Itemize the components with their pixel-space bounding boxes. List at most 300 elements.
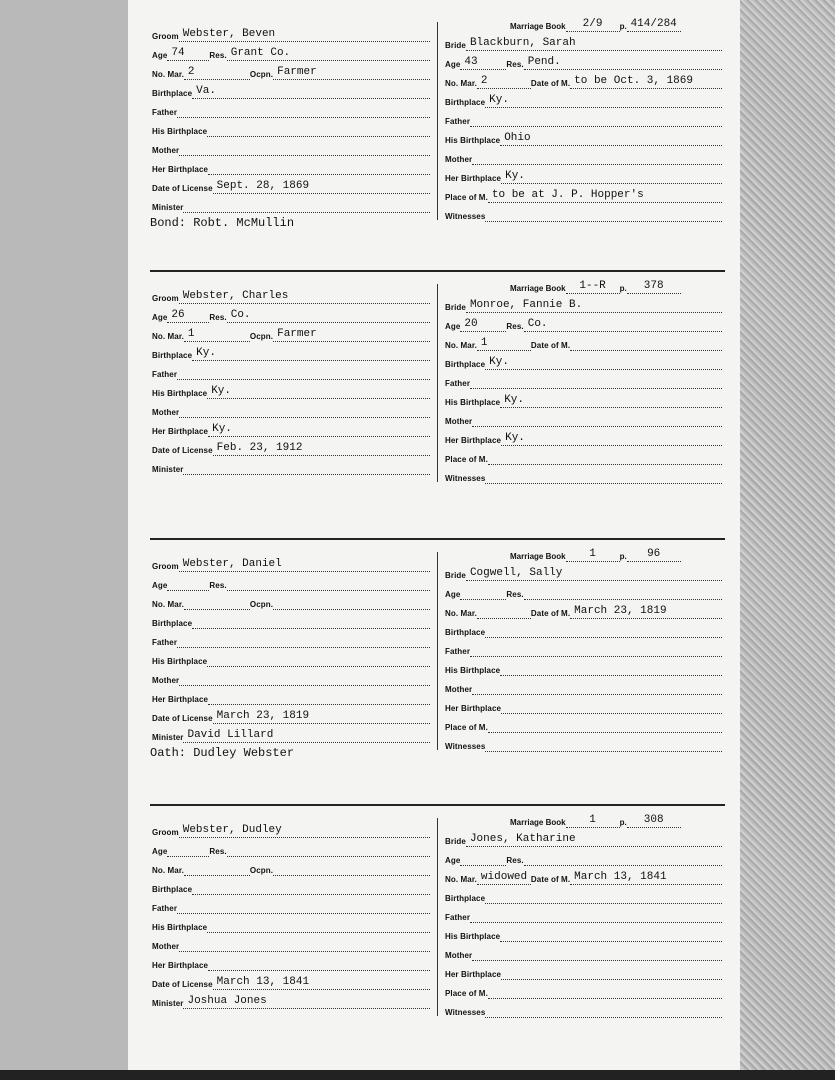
- field-label: Mother: [445, 685, 473, 694]
- groom-name: Webster, Daniel: [179, 558, 430, 572]
- field-label: Res.: [209, 51, 227, 60]
- bride-her-birthplace-row: [445, 170, 722, 184]
- groom-no-mar: 2: [184, 66, 250, 80]
- field-label: Date of License: [152, 980, 213, 989]
- record-note: Bond: Robt. McMullin: [150, 216, 295, 230]
- field-label: Place of M.: [445, 989, 488, 998]
- groom-minister-row: [152, 461, 430, 475]
- page-label: p.: [619, 22, 627, 31]
- bride-name: Blackburn, Sarah: [466, 37, 722, 51]
- groom-mother-row: [152, 672, 430, 686]
- bride-age: [460, 586, 506, 600]
- groom-father-row: [152, 634, 430, 648]
- bride-name: Jones, Katharine: [466, 833, 722, 847]
- bride-mother-row: [445, 413, 722, 427]
- groom-age: 74: [167, 47, 209, 61]
- bride-father-row: [445, 375, 722, 389]
- marriage-book-label: Marriage Book: [510, 818, 566, 827]
- bride-father-row: [445, 909, 722, 923]
- groom-father: [177, 900, 430, 914]
- marriage-book-label: Marriage Book: [510, 552, 566, 561]
- groom-minister: [183, 461, 430, 475]
- bride-her-birthplace-row: [445, 966, 722, 980]
- groom-age-row: [152, 47, 430, 61]
- bride-age: 43: [460, 56, 506, 70]
- groom-no-mar: [184, 862, 250, 876]
- field-label: No. Mar.: [445, 341, 477, 350]
- bride-father: [470, 643, 722, 657]
- field-label: Father: [152, 638, 178, 647]
- groom-no-mar: 1: [184, 328, 250, 342]
- groom-res: Grant Co.: [227, 47, 430, 61]
- groom-nomar-row: [152, 862, 430, 876]
- groom-name: Webster, Charles: [179, 290, 430, 304]
- bride-age-row: [445, 852, 722, 866]
- groom-her-birthplace: [208, 957, 430, 971]
- field-label: Res.: [506, 856, 524, 865]
- field-label: Minister: [152, 465, 184, 474]
- bride-row: [445, 567, 722, 581]
- field-label: Birthplace: [152, 89, 193, 98]
- record-note: Oath: Dudley Webster: [150, 746, 295, 760]
- column-divider: [437, 552, 438, 750]
- field-label: His Birthplace: [152, 657, 208, 666]
- bride-his-birthplace-row: [445, 394, 722, 408]
- field-label: Res.: [506, 60, 524, 69]
- bride-date-of-m: to be Oct. 3, 1869: [570, 75, 722, 89]
- groom-mother: [179, 938, 430, 952]
- field-label: Ocpn.: [249, 332, 274, 341]
- marriage-book-value: 1: [566, 548, 620, 562]
- page-label: p.: [619, 284, 627, 293]
- record-separator: [150, 538, 725, 540]
- groom-mother-row: [152, 938, 430, 952]
- bride-mother: [472, 947, 722, 961]
- groom-his-birthplace: [207, 919, 430, 933]
- groom-birthplace-row: [152, 347, 430, 361]
- field-label: Mother: [445, 417, 473, 426]
- groom-res: Co.: [227, 309, 430, 323]
- bride-her-birthplace-row: [445, 700, 722, 714]
- bride-nomar-row: [445, 337, 722, 351]
- groom-mother: [179, 142, 430, 156]
- bride-witnesses: [485, 1004, 722, 1018]
- field-label: Res.: [209, 581, 227, 590]
- bride-witnesses-row: [445, 1004, 722, 1018]
- bride-birthplace: [485, 624, 722, 638]
- bride-age-row: [445, 586, 722, 600]
- field-label: Groom: [152, 32, 179, 41]
- field-label: Her Birthplace: [152, 427, 209, 436]
- groom-license-row: [152, 442, 430, 456]
- bride-age: 20: [460, 318, 506, 332]
- field-label: Mother: [152, 408, 180, 417]
- bride-birthplace-row: [445, 624, 722, 638]
- page-label: p.: [619, 818, 627, 827]
- bride-place-row: [445, 451, 722, 465]
- groom-no-mar: [184, 596, 250, 610]
- bride-his-birthplace-row: [445, 132, 722, 146]
- field-label: Mother: [445, 951, 473, 960]
- field-label: Groom: [152, 294, 179, 303]
- groom-age: [167, 843, 209, 857]
- bride-father-row: [445, 113, 722, 127]
- field-label: Date of License: [152, 714, 213, 723]
- field-label: Age: [152, 847, 168, 856]
- field-label: Bride: [445, 41, 466, 50]
- field-label: Her Birthplace: [445, 704, 502, 713]
- bride-birthplace: [485, 890, 722, 904]
- field-label: No. Mar.: [152, 600, 184, 609]
- bride-her-birthplace-row: [445, 432, 722, 446]
- groom-her-birthplace: [208, 161, 430, 175]
- field-label: Date of M.: [530, 341, 571, 350]
- column-divider: [437, 284, 438, 482]
- field-label: Ocpn.: [249, 866, 274, 875]
- groom-his-birthplace-row: [152, 123, 430, 137]
- field-label: No. Mar.: [445, 875, 477, 884]
- groom-nomar-row: [152, 596, 430, 610]
- groom-birthplace: Va.: [192, 85, 430, 99]
- bride-witnesses-row: [445, 470, 722, 484]
- field-label: Father: [445, 913, 471, 922]
- field-label: No. Mar.: [152, 70, 184, 79]
- field-label: His Birthplace: [445, 398, 501, 407]
- marriage-book-row: [510, 18, 681, 32]
- field-label: Father: [152, 108, 178, 117]
- bride-her-birthplace: [501, 700, 722, 714]
- groom-row: [152, 28, 430, 42]
- groom-his-birthplace: [207, 123, 430, 137]
- groom-father: [177, 634, 430, 648]
- field-label: Her Birthplace: [152, 961, 209, 970]
- field-label: Her Birthplace: [445, 436, 502, 445]
- field-label: His Birthplace: [152, 389, 208, 398]
- field-label: Birthplace: [152, 885, 193, 894]
- bride-name: Cogwell, Sally: [466, 567, 722, 581]
- bride-res: [524, 852, 722, 866]
- bride-row: [445, 299, 722, 313]
- field-label: Age: [445, 60, 461, 69]
- field-label: Age: [152, 581, 168, 590]
- field-label: Age: [445, 590, 461, 599]
- bride-res: [524, 586, 722, 600]
- bride-place-of-m: to be at J. P. Hopper's: [488, 189, 722, 203]
- bride-no-mar: [477, 605, 531, 619]
- groom-name: Webster, Dudley: [179, 824, 430, 838]
- groom-res: [227, 843, 430, 857]
- groom-age-row: [152, 309, 430, 323]
- field-label: Groom: [152, 828, 179, 837]
- bride-witnesses: [485, 470, 722, 484]
- groom-birthplace-row: [152, 881, 430, 895]
- field-label: Place of M.: [445, 455, 488, 464]
- field-label: No. Mar.: [445, 609, 477, 618]
- marriage-book-label: Marriage Book: [510, 284, 566, 293]
- field-label: Mother: [445, 155, 473, 164]
- bride-mother: [472, 151, 722, 165]
- field-label: Minister: [152, 733, 184, 742]
- page-value: 96: [627, 548, 681, 562]
- page-value: 308: [627, 814, 681, 828]
- bride-witnesses: [485, 738, 722, 752]
- bride-res: Pend.: [524, 56, 722, 70]
- bride-no-mar: 1: [477, 337, 531, 351]
- bride-birthplace-row: [445, 94, 722, 108]
- groom-ocpn: [273, 862, 430, 876]
- field-label: Bride: [445, 303, 466, 312]
- groom-his-birthplace-row: [152, 653, 430, 667]
- groom-minister-row: [152, 995, 430, 1009]
- groom-date-of-license: Feb. 23, 1912: [213, 442, 430, 456]
- bride-witnesses-row: [445, 738, 722, 752]
- bride-age-row: [445, 318, 722, 332]
- field-label: Birthplace: [152, 619, 193, 628]
- field-label: Birthplace: [445, 628, 486, 637]
- field-label: Minister: [152, 203, 184, 212]
- groom-his-birthplace-row: [152, 919, 430, 933]
- field-label: Her Birthplace: [445, 970, 502, 979]
- bride-date-of-m: March 23, 1819: [570, 605, 722, 619]
- bride-her-birthplace: [501, 966, 722, 980]
- bride-age: [460, 852, 506, 866]
- field-label: No. Mar.: [152, 332, 184, 341]
- bride-mother-row: [445, 151, 722, 165]
- record-separator: [150, 270, 725, 272]
- field-label: Mother: [152, 942, 180, 951]
- groom-minister: [183, 199, 430, 213]
- groom-age-row: [152, 843, 430, 857]
- record-separator: [150, 804, 725, 806]
- field-label: Bride: [445, 571, 466, 580]
- bride-row: [445, 833, 722, 847]
- groom-birthplace: [192, 615, 430, 629]
- field-label: No. Mar.: [445, 79, 477, 88]
- groom-minister-row: [152, 199, 430, 213]
- bride-date-of-m: March 13, 1841: [570, 871, 722, 885]
- bride-nomar-row: [445, 605, 722, 619]
- marriage-book-value: 1--R: [566, 280, 620, 294]
- field-label: Date of M.: [530, 875, 571, 884]
- field-label: Date of License: [152, 446, 213, 455]
- bride-his-birthplace: Ky.: [500, 394, 722, 408]
- field-label: Birthplace: [445, 98, 486, 107]
- field-label: His Birthplace: [445, 666, 501, 675]
- scan-bottom-edge: [0, 1070, 835, 1080]
- bride-his-birthplace-row: [445, 928, 722, 942]
- field-label: Date of M.: [530, 609, 571, 618]
- groom-birthplace-row: [152, 615, 430, 629]
- groom-ocpn: Farmer: [273, 328, 430, 342]
- field-label: Groom: [152, 562, 179, 571]
- field-label: Minister: [152, 999, 184, 1008]
- groom-his-birthplace: [207, 653, 430, 667]
- groom-father-row: [152, 900, 430, 914]
- bride-place-row: [445, 985, 722, 999]
- groom-mother: [179, 672, 430, 686]
- bride-birthplace-row: [445, 890, 722, 904]
- field-label: No. Mar.: [152, 866, 184, 875]
- groom-her-birthplace-row: [152, 957, 430, 971]
- field-label: Age: [152, 313, 168, 322]
- groom-nomar-row: [152, 66, 430, 80]
- groom-date-of-license: Sept. 28, 1869: [213, 180, 430, 194]
- bride-his-birthplace: [500, 928, 722, 942]
- bride-father: [470, 375, 722, 389]
- bride-mother-row: [445, 947, 722, 961]
- marriage-book-row: [510, 548, 681, 562]
- field-label: Father: [152, 904, 178, 913]
- field-label: Her Birthplace: [152, 165, 209, 174]
- field-label: Ocpn.: [249, 600, 274, 609]
- groom-birthplace: Ky.: [192, 347, 430, 361]
- groom-mother-row: [152, 404, 430, 418]
- field-label: Date of M.: [530, 79, 571, 88]
- bride-place-of-m: [488, 985, 722, 999]
- groom-her-birthplace: [208, 691, 430, 705]
- field-label: Birthplace: [445, 894, 486, 903]
- field-label: Bride: [445, 837, 466, 846]
- bride-birthplace: Ky.: [485, 94, 722, 108]
- groom-nomar-row: [152, 328, 430, 342]
- groom-date-of-license: March 23, 1819: [213, 710, 430, 724]
- field-label: Date of License: [152, 184, 213, 193]
- bride-place-row: [445, 189, 722, 203]
- groom-father: [177, 366, 430, 380]
- marriage-book-row: [510, 280, 681, 294]
- bride-mother-row: [445, 681, 722, 695]
- groom-ocpn: [273, 596, 430, 610]
- field-label: His Birthplace: [445, 932, 501, 941]
- field-label: Mother: [152, 146, 180, 155]
- field-label: Her Birthplace: [152, 695, 209, 704]
- page-label: p.: [619, 552, 627, 561]
- groom-res: [227, 577, 430, 591]
- bride-witnesses-row: [445, 208, 722, 222]
- groom-row: [152, 824, 430, 838]
- bride-his-birthplace: [500, 662, 722, 676]
- bride-father-row: [445, 643, 722, 657]
- column-divider: [437, 22, 438, 220]
- bride-nomar-row: [445, 75, 722, 89]
- field-label: Witnesses: [445, 212, 486, 221]
- groom-license-row: [152, 710, 430, 724]
- page-value: 378: [627, 280, 681, 294]
- field-label: Age: [152, 51, 168, 60]
- field-label: Place of M.: [445, 723, 488, 732]
- groom-birthplace: [192, 881, 430, 895]
- groom-her-birthplace: Ky.: [208, 423, 430, 437]
- groom-his-birthplace-row: [152, 385, 430, 399]
- field-label: Mother: [152, 676, 180, 685]
- field-label: Ocpn.: [249, 70, 274, 79]
- field-label: Res.: [506, 322, 524, 331]
- page-value: 414/284: [627, 18, 681, 32]
- groom-row: [152, 558, 430, 572]
- bride-nomar-row: [445, 871, 722, 885]
- field-label: His Birthplace: [152, 127, 208, 136]
- bride-her-birthplace: Ky.: [501, 170, 722, 184]
- groom-father-row: [152, 366, 430, 380]
- field-label: Witnesses: [445, 742, 486, 751]
- field-label: Age: [445, 856, 461, 865]
- groom-minister-row: [152, 729, 430, 743]
- groom-father: [177, 104, 430, 118]
- marriage-book-value: 2/9: [566, 18, 620, 32]
- field-label: Res.: [209, 847, 227, 856]
- field-label: Res.: [506, 590, 524, 599]
- groom-date-of-license: March 13, 1841: [213, 976, 430, 990]
- field-label: Age: [445, 322, 461, 331]
- groom-mother-row: [152, 142, 430, 156]
- field-label: Father: [445, 379, 471, 388]
- groom-mother: [179, 404, 430, 418]
- groom-her-birthplace-row: [152, 161, 430, 175]
- bride-row: [445, 37, 722, 51]
- field-label: Her Birthplace: [445, 174, 502, 183]
- groom-ocpn: Farmer: [273, 66, 430, 80]
- groom-minister: Joshua Jones: [183, 995, 430, 1009]
- bride-place-row: [445, 719, 722, 733]
- field-label: Father: [445, 117, 471, 126]
- bride-witnesses: [485, 208, 722, 222]
- bride-place-of-m: [488, 719, 722, 733]
- field-label: Father: [445, 647, 471, 656]
- field-label: Father: [152, 370, 178, 379]
- scan-edge: [740, 0, 835, 1080]
- bride-no-mar: 2: [477, 75, 531, 89]
- groom-his-birthplace: Ky.: [207, 385, 430, 399]
- column-divider: [437, 818, 438, 1016]
- groom-age-row: [152, 577, 430, 591]
- bride-mother: [472, 681, 722, 695]
- bride-no-mar: widowed: [477, 871, 531, 885]
- groom-row: [152, 290, 430, 304]
- bride-father: [470, 113, 722, 127]
- bride-father: [470, 909, 722, 923]
- bride-mother: [472, 413, 722, 427]
- bride-age-row: [445, 56, 722, 70]
- groom-age: [167, 577, 209, 591]
- field-label: Birthplace: [445, 360, 486, 369]
- bride-name: Monroe, Fannie B.: [466, 299, 722, 313]
- field-label: His Birthplace: [445, 136, 501, 145]
- bride-res: Co.: [524, 318, 722, 332]
- marriage-book-row: [510, 814, 681, 828]
- field-label: Res.: [209, 313, 227, 322]
- field-label: Witnesses: [445, 1008, 486, 1017]
- groom-license-row: [152, 976, 430, 990]
- groom-name: Webster, Beven: [179, 28, 430, 42]
- field-label: His Birthplace: [152, 923, 208, 932]
- bride-her-birthplace: Ky.: [501, 432, 722, 446]
- groom-birthplace-row: [152, 85, 430, 99]
- groom-her-birthplace-row: [152, 691, 430, 705]
- bride-birthplace: Ky.: [485, 356, 722, 370]
- bride-his-birthplace-row: [445, 662, 722, 676]
- field-label: Place of M.: [445, 193, 488, 202]
- bride-place-of-m: [488, 451, 722, 465]
- groom-minister: David Lillard: [183, 729, 430, 743]
- marriage-book-value: 1: [566, 814, 620, 828]
- bride-date-of-m: [570, 337, 722, 351]
- field-label: Birthplace: [152, 351, 193, 360]
- field-label: Witnesses: [445, 474, 486, 483]
- groom-license-row: [152, 180, 430, 194]
- groom-age: 26: [167, 309, 209, 323]
- groom-her-birthplace-row: [152, 423, 430, 437]
- bride-birthplace-row: [445, 356, 722, 370]
